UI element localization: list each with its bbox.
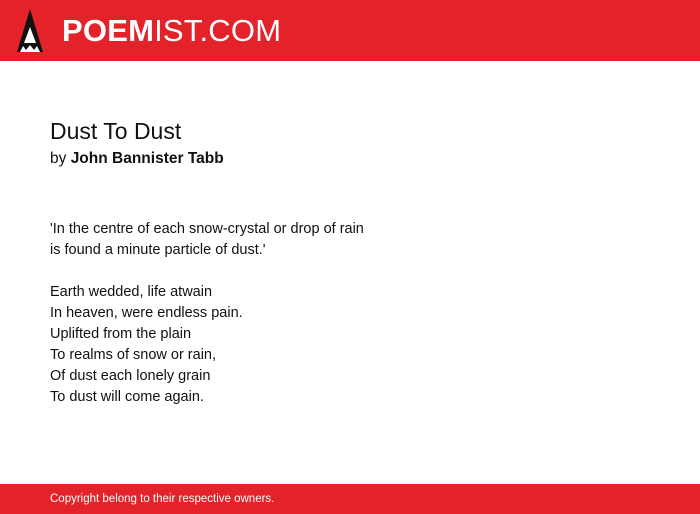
- site-header: [0, 0, 700, 61]
- poem-line: To realms of snow or rain,: [50, 347, 217, 363]
- poem-line: To dust will come again.: [50, 389, 204, 405]
- poem-line: Of dust each lonely grain: [50, 368, 211, 384]
- poem-author: John Bannister Tabb: [70, 150, 224, 167]
- poem-title: Dust To Dust: [50, 118, 182, 144]
- poem-body: [50, 219, 610, 429]
- poem-line: is found a minute particle of dust.': [50, 242, 266, 258]
- site-logo[interactable]: [62, 11, 281, 51]
- poem-line: In heaven, were endless pain.: [50, 305, 243, 321]
- poem-line: Uplifted from the plain: [50, 326, 192, 342]
- site-footer: [0, 484, 700, 514]
- poem-line: Earth wedded, life atwain: [50, 284, 213, 300]
- poem-line: 'In the centre of each snow-crystal or drop of rain: [50, 221, 364, 237]
- poem-byline: [50, 148, 224, 170]
- poem-stanza: [50, 282, 610, 408]
- poem-stanza: [50, 219, 610, 261]
- copyright-text: Copyright belong to their respective owners.: [50, 493, 275, 505]
- byline-prefix: by: [50, 150, 67, 167]
- pen-nib-icon[interactable]: [17, 9, 43, 52]
- logo-bold-text: POEM: [62, 13, 155, 48]
- logo-light-text: IST.COM: [154, 13, 282, 48]
